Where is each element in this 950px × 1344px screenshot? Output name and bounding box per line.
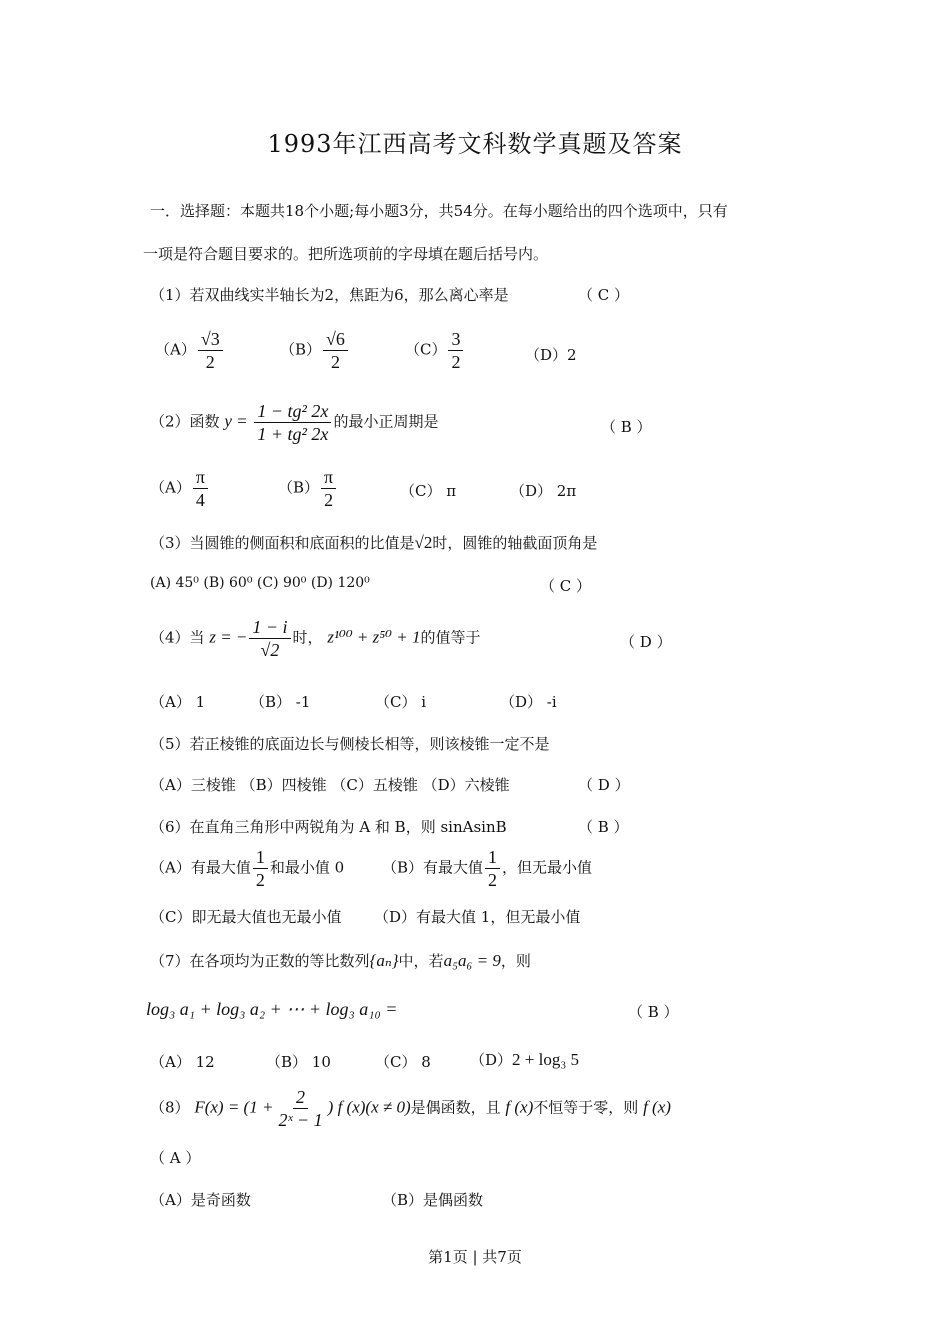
q4-option-d: （D） -i [500, 693, 557, 711]
q8-answer: （ A ） [150, 1149, 201, 1167]
q7-option-b: （B） 10 [266, 1053, 331, 1071]
q4-option-b: （B） -1 [250, 693, 311, 711]
q5-answer: （ D ） [578, 776, 630, 794]
q7-answer: （ B ） [628, 1003, 679, 1021]
q6-option-d: （D）有最大值 1，但无最小值 [374, 908, 581, 926]
q1-option-a: （A） $\frac{√3}{2}$ [155, 328, 225, 373]
q1-option-b: （B） $\frac{√6}{2}$ [280, 328, 350, 373]
q1-stem: （1）若双曲线实半轴长为2，焦距为6，那么离心率是 [150, 286, 509, 304]
page-footer: 第1页 | 共7页 [428, 1248, 522, 1266]
q5-stem: （5）若正棱锥的底面边长与侧棱长相等，则该棱锥一定不是 [150, 735, 550, 753]
section-instructions-line1: 一．选择题：本题共18个小题;每小题3分，共54分。在每小题给出的四个选项中，只有 [150, 202, 728, 220]
q6-option-c: （C）即无最大值也无最小值 [150, 908, 342, 926]
q8-stem: （8） F(x) = (1 + $\frac{2}{\text{2ˣ − 1}}$ ) f (x)(x ≠ 0)是偶函数，且 f (x)不恒等于零，则 f (x) [150, 1087, 671, 1130]
q1-option-c: （C） $\frac{3}{2}$ [405, 328, 465, 373]
q4-option-c: （C） i [375, 693, 427, 711]
q2-option-c: （C） π [400, 482, 457, 500]
q6-answer: （ B ） [578, 818, 629, 836]
q6-option-a: （A）有最大值 $\frac{1}{2}$ 和最小值 0 [150, 847, 345, 890]
q6-option-b: （B）有最大值 $\frac{1}{2}$ ，但无最小值 [382, 847, 593, 890]
q8-option-b: （B）是偶函数 [382, 1191, 484, 1209]
q1-option-d: （D）2 [525, 346, 577, 364]
q2-stem: （2）函数 y = $\frac{\text{1 − tg² 2x}}{\text{1 + tg² 2x}}$ 的最小正周期是 [150, 401, 439, 444]
q6-stem: （6）在直角三角形中两锐角为 A 和 B，则 sinAsinB [150, 818, 507, 836]
q8-option-a: （A）是奇函数 [150, 1191, 251, 1209]
q7-option-a: （A） 12 [150, 1053, 215, 1071]
q7-expression: log₃ a₁ + log₃ a₂ + ⋯ + log₃ a₁₀ = [146, 999, 398, 1019]
q7-option-d: （D）2 + log₃ 5 [470, 1050, 580, 1069]
q5-options: （A）三棱锥 （B）四棱锥 （C）五棱锥 （D）六棱锥 [150, 776, 510, 794]
q2-answer: （ B ） [601, 418, 652, 436]
q2-option-b: （B） $\frac{\pi}{2}$ [278, 466, 338, 511]
q3-options: (A) 45⁰ (B) 60⁰ (C) 90⁰ (D) 120⁰ [150, 575, 370, 591]
q7-option-c: （C） 8 [375, 1053, 431, 1071]
q4-answer: （ D ） [620, 633, 672, 651]
q1-answer: （ C ） [578, 286, 630, 304]
q2-option-d: （D） 2π [510, 482, 577, 500]
q3-answer: （ C ） [540, 577, 592, 595]
q4-stem: （4）当 z = − $\frac{1 - i}{√2}$ 时， z¹⁰⁰ + z⁵⁰ + 1的值等于 [150, 617, 481, 660]
section-instructions-line2: 一项是符合题目要求的。把所选项前的字母填在题后括号内。 [143, 245, 549, 263]
q7-stem: （7）在各项均为正数的等比数列{aₙ}中，若a₅a₆ = 9，则 [150, 951, 531, 970]
q4-option-a: （A） 1 [150, 693, 206, 711]
q3-stem: （3）当圆锥的侧面积和底面积的比值是√2时，圆锥的轴截面顶角是 [150, 533, 598, 552]
page-title: 1993年江西高考文科数学真题及答案 [267, 130, 683, 158]
q2-option-a: （A） $\frac{\pi}{4}$ [150, 466, 210, 511]
